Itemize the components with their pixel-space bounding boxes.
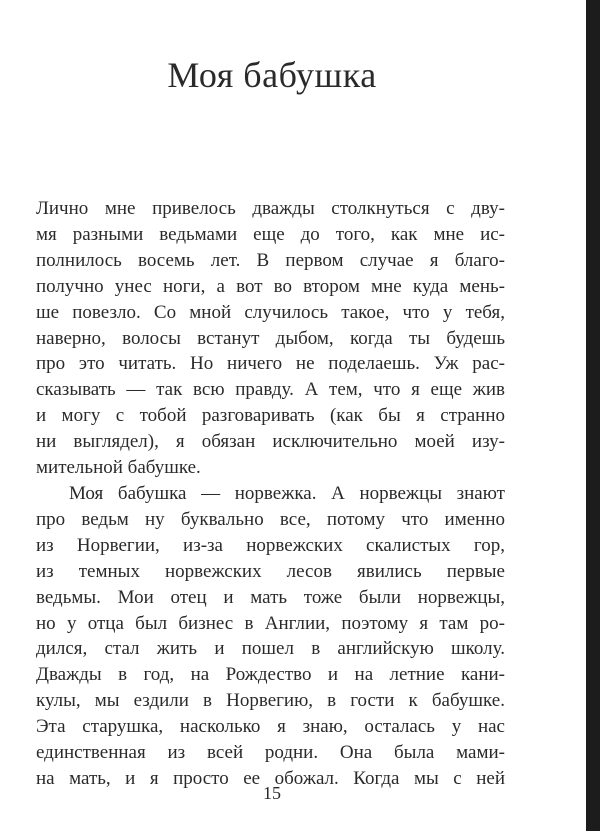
- page-number: 15: [263, 783, 281, 803]
- text-line: ни выглядел), я обязан исключительно моей изу-: [36, 431, 505, 453]
- page-edge-border: [586, 0, 600, 831]
- text-line: Лично мне привелось дважды столкнуться с дву-: [36, 198, 505, 219]
- text-line: из Норвегии, из-за норвежских скалистых гор,: [36, 534, 505, 556]
- body-text: [36, 196, 505, 792]
- text-line: получно унес ноги, а вот во втором мне куда мень-: [36, 275, 505, 297]
- text-line: Моя бабушка — норвежка. А норвежцы знают: [69, 482, 505, 504]
- text-line: дился, стал жить и пошел в английскую школу.: [36, 638, 505, 660]
- text-line: Дважды в год, на Рождество и на летние кани-: [36, 664, 505, 686]
- text-line: про это читать. Но ничего не поделаешь. Уж рас-: [36, 353, 505, 375]
- paragraph-2: [36, 481, 505, 792]
- text-line: полнилось восемь лет. В первом случае я благо-: [36, 249, 505, 271]
- text-line: но у отца был бизнес в Англии, поэтому я там ро-: [36, 612, 505, 634]
- text-line: единственная из всей родни. Она была мами-: [36, 742, 505, 764]
- text-line: ведьмы. Мои отец и мать тоже были норвежцы,: [36, 586, 505, 608]
- text-line: ше повезло. Со мной случилось такое, что у тебя,: [36, 301, 505, 323]
- text-line: сказывать — так всю правду. А тем, что я еще жив: [36, 379, 505, 401]
- text-line: мя разными ведьмами еще до того, как мне ис-: [36, 223, 505, 245]
- text-line: и могу с тобой разговаривать (как бы я странно: [36, 405, 505, 427]
- text-line: на мать, и я просто ее обожал. Когда мы с ней: [36, 767, 505, 789]
- text-line: про ведьм ну буквально все, потому что именно: [36, 508, 505, 530]
- text-line: мительной бабушке.: [36, 457, 201, 479]
- text-line: Эта старушка, насколько я знаю, осталась у нас: [36, 716, 505, 738]
- chapter-title: Моя бабушка: [167, 55, 377, 95]
- text-line: наверно, волосы встанут дыбом, когда ты будешь: [36, 327, 505, 349]
- text-line: кулы, мы ездили в Норвегию, в гости к бабушке.: [36, 690, 505, 712]
- text-line: из темных норвежских лесов явились первые: [36, 560, 505, 582]
- paragraph-1: [36, 196, 505, 481]
